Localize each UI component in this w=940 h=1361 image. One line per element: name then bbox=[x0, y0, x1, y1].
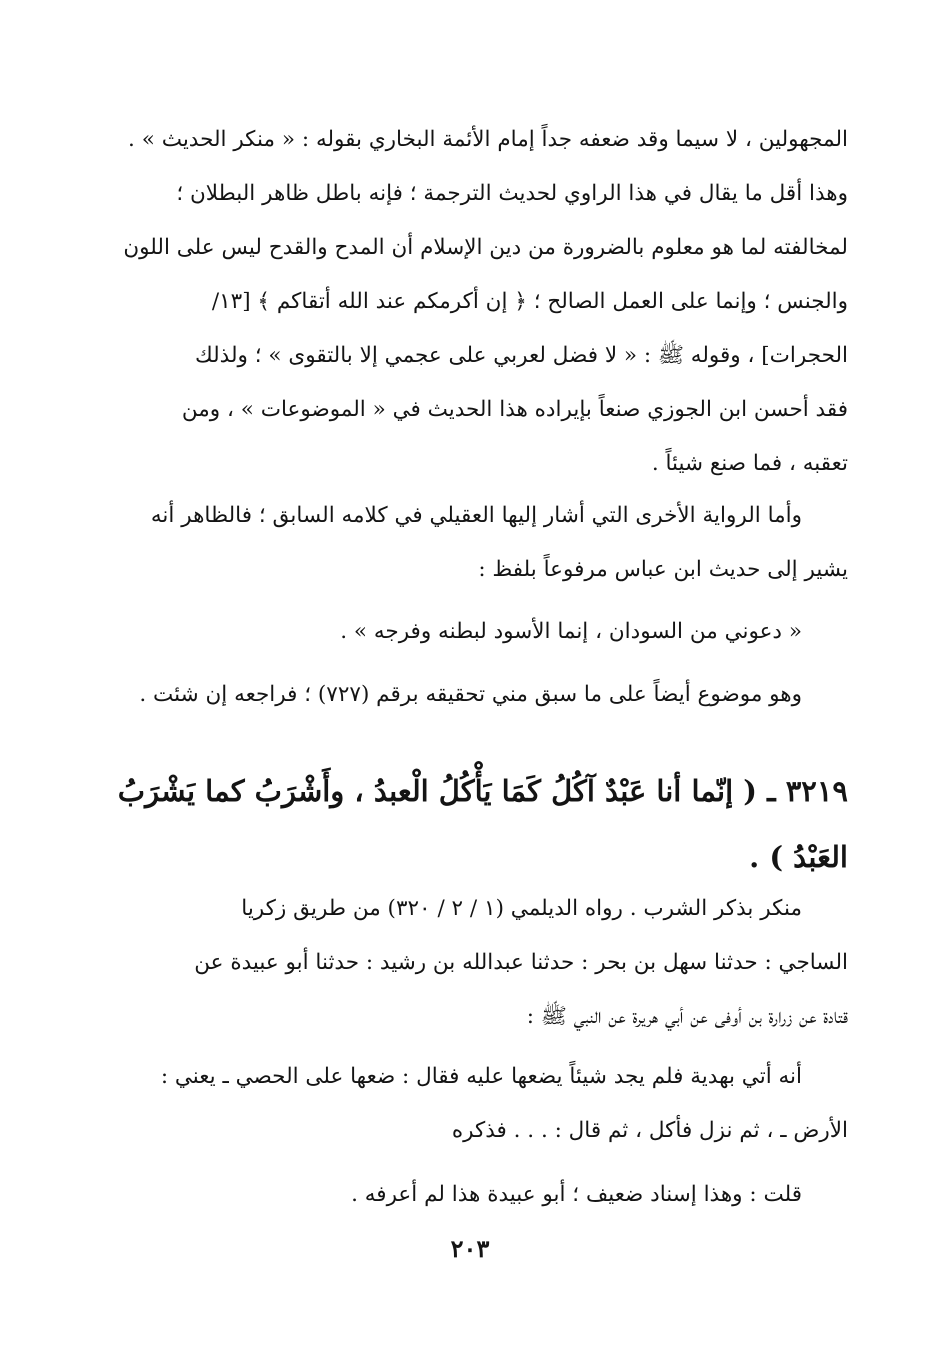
paragraph-5 bbox=[100, 1050, 848, 1158]
text-line: أنه أتي بهدية فلم يجد شيئاً يضعها عليه فقال : ضعها على الحصي ـ يعني : bbox=[160, 1064, 802, 1089]
paragraph-6 bbox=[100, 1168, 848, 1222]
text-line: والجنس ؛ وإنما على العمل الصالح ؛ ﴿ إن أكرمكم عند الله أتقاكم ﴾ [١٣/ bbox=[211, 289, 848, 314]
paragraph-4 bbox=[100, 882, 848, 1044]
paragraph-2 bbox=[100, 489, 848, 597]
text-line: وأما الرواية الأخرى التي أشار إليها العقيلي في كلامه السابق ؛ فالظاهر أنه bbox=[150, 503, 802, 528]
paragraph-3 bbox=[100, 668, 848, 722]
text-line: وهو موضوع أيضاً على ما سبق مني تحقيقه برقم (٧٢٧) ؛ فراجعه إن شئت . bbox=[139, 682, 802, 707]
text-line: الأرض ـ ، ثم نزل فأكل ، ثم قال : . . . فذكره bbox=[451, 1118, 848, 1143]
text-line: منكر بذكر الشرب . رواه الديلمي (١ / ٢ / ٣٢٠) من طريق زكريا bbox=[241, 896, 802, 921]
hadith-heading bbox=[100, 758, 848, 890]
text-line: وهذا أقل ما يقال في هذا الراوي لحديث الترجمة ؛ فإنه باطل ظاهر البطلان ؛ bbox=[176, 181, 848, 206]
text-line: قلت : وهذا إسناد ضعيف ؛ أبو عبيدة هذا لم أعرفه . bbox=[351, 1182, 802, 1207]
text-line: « دعوني من السودان ، إنما الأسود لبطنه وفرجه » . bbox=[340, 619, 802, 644]
text-line: يشير إلى حديث ابن عباس مرفوعاً بلفظ : bbox=[478, 557, 848, 582]
heading-line: ٣٢١٩ ـ ( إنّما أنا عَبْدٌ آكُلُ كَمَا يَأْكُلُ الْعبدُ ، وأَشْرَبُ كما يَشْرَبُ bbox=[117, 774, 848, 808]
text-line: لمخالفته لما هو معلوم بالضرورة من دين الإسلام أن المدح والقدح ليس على اللون bbox=[123, 235, 848, 260]
text-line: الحجرات] ، وقوله ﷺ : « لا فضل لعربي على عجمي إلا بالتقوى » ؛ ولذلك bbox=[195, 343, 848, 368]
page-number: ٢٠٣ bbox=[450, 1234, 490, 1263]
text-line: الساجي : حدثنا سهل بن بحر : حدثنا عبدالله بن رشيد : حدثنا أبو عبيدة عن bbox=[194, 950, 848, 975]
quoted-hadith bbox=[100, 605, 848, 659]
text-line: المجهولين ، لا سيما وقد ضعفه جداً إمام الأئمة البخاري بقوله : « منكر الحديث » . bbox=[128, 127, 848, 152]
text-line: فقد أحسن ابن الجوزي صنعاً بإيراده هذا الحديث في « الموضوعات » ، ومن bbox=[181, 397, 848, 422]
text-line: تعقبه ، فما صنع شيئاً . bbox=[651, 451, 848, 476]
paragraph-1 bbox=[100, 113, 848, 491]
text-line: قتادة عن زرارة بن أوفى عن أبي هريرة عن النبي ﷺ : bbox=[526, 1004, 848, 1029]
heading-line: العَبْدُ ) . bbox=[749, 840, 848, 874]
